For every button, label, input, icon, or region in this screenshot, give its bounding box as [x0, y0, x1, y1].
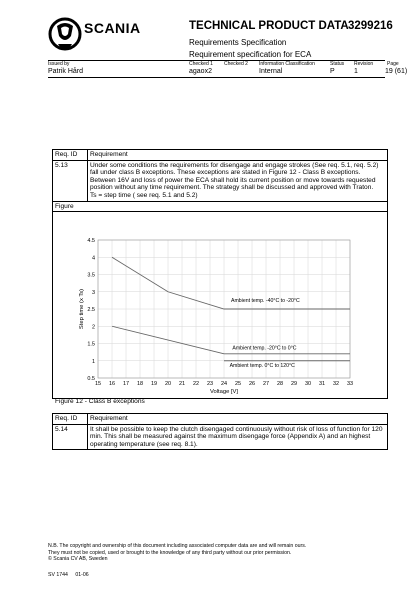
document-number: 3299216	[348, 20, 393, 32]
document-subtitle: Requirement specification for ECA	[189, 50, 312, 59]
table-row	[53, 160, 388, 201]
status-value: P	[330, 68, 335, 75]
copyright-line-3: © Scania CV AB, Sweden	[48, 556, 108, 563]
x-tick-label: 19	[150, 381, 158, 387]
issued-by-label: Issued by	[48, 61, 70, 67]
y-tick-label: 2	[91, 324, 95, 331]
copyright-line-1: N.B. The copyright and ownership of this document including associated computer data are and will remain ours.	[48, 543, 307, 549]
x-tick-label: 28	[276, 381, 284, 387]
issued-by-value: Patrik Hård	[48, 68, 84, 75]
checked1-value: agaox2	[189, 68, 212, 75]
revision-label: Revision	[354, 61, 374, 67]
x-tick-labels	[95, 381, 353, 387]
req-id: 5.13	[53, 160, 88, 201]
checked1-label: Checked 1	[189, 61, 213, 67]
requirement-body: Under some conditions the requirements for disengage and engage strokes (See req. 5.1, req. 5.2) fall under class B exceptions. These exceptions are stated in Figure 12 - Class B exceptions. Between 16V and loss of power the ECA shall hold its current position or move towards requested position without any time requirement. The strategy shall be discussed and approved with Traton.	[90, 161, 379, 192]
y-tick-label: 3	[91, 289, 95, 296]
copyright-line-2: They must not be copied, used or brought to the knowledge of any third party without our prior permission.	[48, 549, 292, 556]
revision-value: 1	[354, 68, 358, 75]
figure-label-row	[53, 201, 388, 212]
y-tick-label: 4	[91, 255, 95, 262]
x-tick-label: 21	[178, 381, 186, 387]
x-tick-label: 25	[234, 381, 242, 387]
x-tick-label: 31	[318, 381, 326, 387]
table-header-row	[53, 414, 388, 425]
req-id-header: Req. ID	[53, 414, 88, 425]
requirement-header: Requirement	[88, 414, 388, 425]
requirement-text	[88, 160, 388, 201]
req-id: 5.14	[53, 424, 88, 450]
requirement-table-5-14	[52, 413, 388, 450]
form-date: 01-06	[75, 572, 89, 578]
y-tick-label: 4.5	[87, 238, 95, 244]
status-label: Status	[330, 61, 345, 67]
x-tick-label: 18	[136, 381, 144, 387]
document-type: TECHNICAL PRODUCT DATA	[189, 20, 349, 32]
header-bottom-divider	[48, 77, 385, 78]
x-tick-label: 30	[304, 381, 312, 387]
requirement-text: It shall be possible to keep the clutch disengaged continuously without risk of loss of function for 120 min. This shall be measured against the maximum disengage force (Appendix A) and an highest operating temperature (see req. 8.1).	[88, 424, 388, 450]
page-value: 19 (61)	[385, 68, 408, 75]
figure-label: Figure	[53, 201, 388, 212]
x-tick-label: 22	[192, 381, 200, 387]
x-tick-label: 15	[94, 381, 102, 387]
table-row	[53, 424, 388, 450]
x-tick-label: 23	[206, 381, 214, 387]
x-tick-label: 27	[262, 381, 270, 387]
y-tick-labels	[87, 238, 95, 382]
x-tick-label: 26	[248, 381, 256, 387]
form-id	[48, 572, 89, 579]
table-header-row	[53, 150, 388, 161]
info-class-value: Internal	[259, 68, 283, 75]
series-label: Ambient temp. -40°C to -20°C	[231, 298, 300, 305]
document-title: Requirements Specification	[189, 38, 287, 47]
x-axis-label: Voltage [V]	[209, 389, 239, 395]
figure-caption: Figure 12 - Class B exceptions	[55, 398, 145, 405]
series-line	[112, 326, 350, 354]
x-tick-label: 29	[290, 381, 298, 387]
x-tick-label: 20	[164, 381, 172, 387]
form-number: SV 1744	[48, 572, 68, 578]
step-time-note: Ts = step time ( see req. 5.1 and 5.2)	[90, 191, 198, 199]
page-label: Page	[387, 61, 399, 67]
x-tick-label: 33	[346, 381, 354, 387]
requirement-header: Requirement	[88, 150, 388, 161]
y-tick-label: 0.5	[87, 376, 95, 382]
y-tick-label: 2.5	[87, 307, 95, 313]
copyright-notice	[48, 543, 306, 563]
class-b-exceptions-chart	[79, 234, 368, 402]
x-tick-label: 17	[122, 381, 130, 387]
griffin-emblem-icon	[48, 14, 84, 56]
brand-name: SCANIA	[84, 20, 141, 36]
y-tick-label: 1.5	[87, 341, 95, 348]
x-tick-label: 24	[220, 381, 228, 387]
series-label: Ambient temp. -20°C to 0°C	[232, 345, 297, 352]
x-tick-label: 16	[108, 381, 116, 387]
info-class-label: Information Classification	[259, 61, 315, 67]
checked2-label: Checked 2	[224, 61, 248, 67]
series-label: Ambient temp. 0°C to 120°C	[229, 362, 295, 369]
x-tick-label: 32	[332, 381, 340, 387]
y-tick-label: 3.5	[87, 272, 95, 279]
y-tick-label: 1	[91, 358, 95, 365]
y-axis-label: Step time (x Ts)	[79, 288, 85, 330]
req-id-header: Req. ID	[53, 150, 88, 161]
